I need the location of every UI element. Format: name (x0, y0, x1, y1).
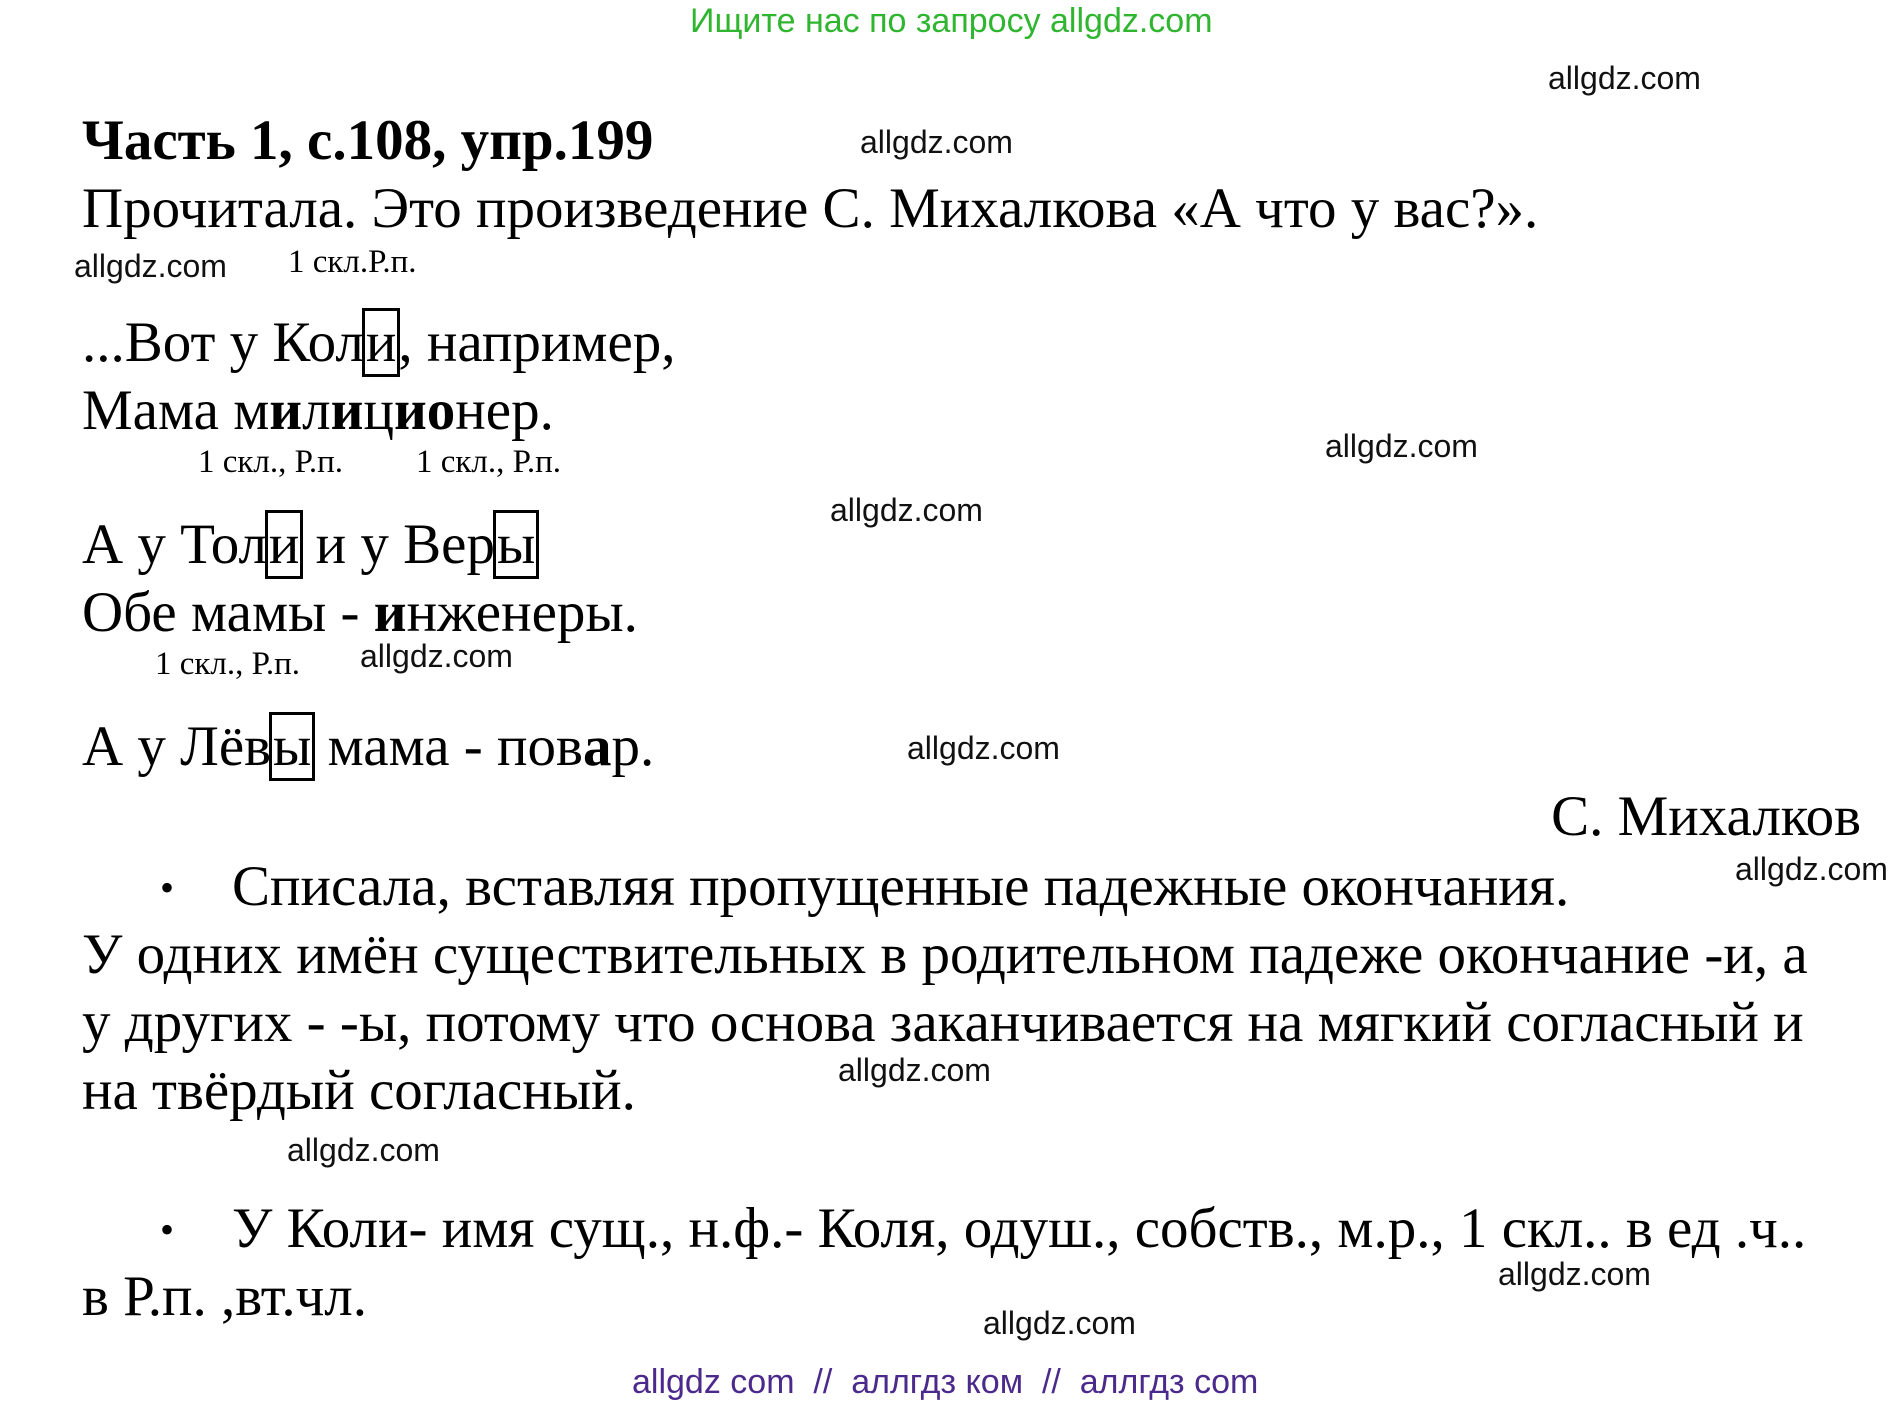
poem-line-2: Мама милиционер. (82, 379, 554, 442)
explanation-line-1: У одних имён существительных в родительном падеже окончание -и, а (82, 923, 1808, 986)
watermark: allgdz.com (74, 248, 227, 284)
ending-box: ы (493, 510, 539, 579)
ending-box: и (362, 308, 401, 377)
top-banner: Ищите нас по запросу allgdz.com (690, 2, 1213, 40)
explanation-line-3: на твёрдый согласный. (82, 1059, 636, 1122)
task-bullet-1: Списала, вставляя пропущенные падежные окончания. (232, 855, 1570, 918)
watermark: allgdz.com (830, 492, 983, 528)
explanation-line-2: у других - -ы, потому что основа заканчивается на мягкий согласный и (82, 991, 1804, 1054)
exercise-heading: Часть 1, с.108, упр.199 (82, 109, 654, 172)
watermark: allgdz.com (287, 1132, 440, 1168)
watermark: allgdz.com (983, 1305, 1136, 1341)
bullet-icon: • (160, 865, 175, 910)
case-annotation: 1 скл.Р.п. (288, 244, 417, 280)
bullet-icon: • (160, 1207, 175, 1252)
watermark: allgdz.com (860, 124, 1013, 160)
watermark: allgdz.com (360, 638, 513, 674)
watermark: allgdz.com (1735, 851, 1888, 887)
case-annotation: 1 скл., Р.п. (155, 646, 301, 682)
watermark: allgdz.com (1498, 1256, 1651, 1292)
case-annotation: 1 скл., Р.п. (198, 444, 344, 480)
footer-links: allgdz com // аллгдз ком // аллгдз com (632, 1363, 1259, 1401)
watermark: allgdz.com (907, 730, 1060, 766)
intro-line: Прочитала. Это произведение С. Михалкова «А что у вас?». (82, 177, 1539, 240)
poem-author: С. Михалков (1551, 785, 1861, 848)
task-bullet-2-continuation: в Р.п. ,вт.чл. (82, 1265, 367, 1328)
poem-line-1: ...Вот у Коли, например, (82, 314, 676, 371)
watermark: allgdz.com (1325, 428, 1478, 464)
task-bullet-2: У Коли- имя сущ., н.ф.- Коля, одуш., собств., м.р., 1 скл.. в ед .ч.. (232, 1197, 1807, 1260)
case-annotation: 1 скл., Р.п. (416, 444, 562, 480)
watermark: allgdz.com (1548, 60, 1701, 96)
poem-line-5: А у Лёвы мама - повар. (82, 718, 654, 775)
poem-line-3: А у Толи и у Веры (82, 516, 537, 573)
watermark: allgdz.com (838, 1052, 991, 1088)
ending-box: и (265, 510, 304, 579)
poem-line-4: Обе мамы - инженеры. (82, 581, 638, 644)
ending-box: ы (269, 712, 315, 781)
